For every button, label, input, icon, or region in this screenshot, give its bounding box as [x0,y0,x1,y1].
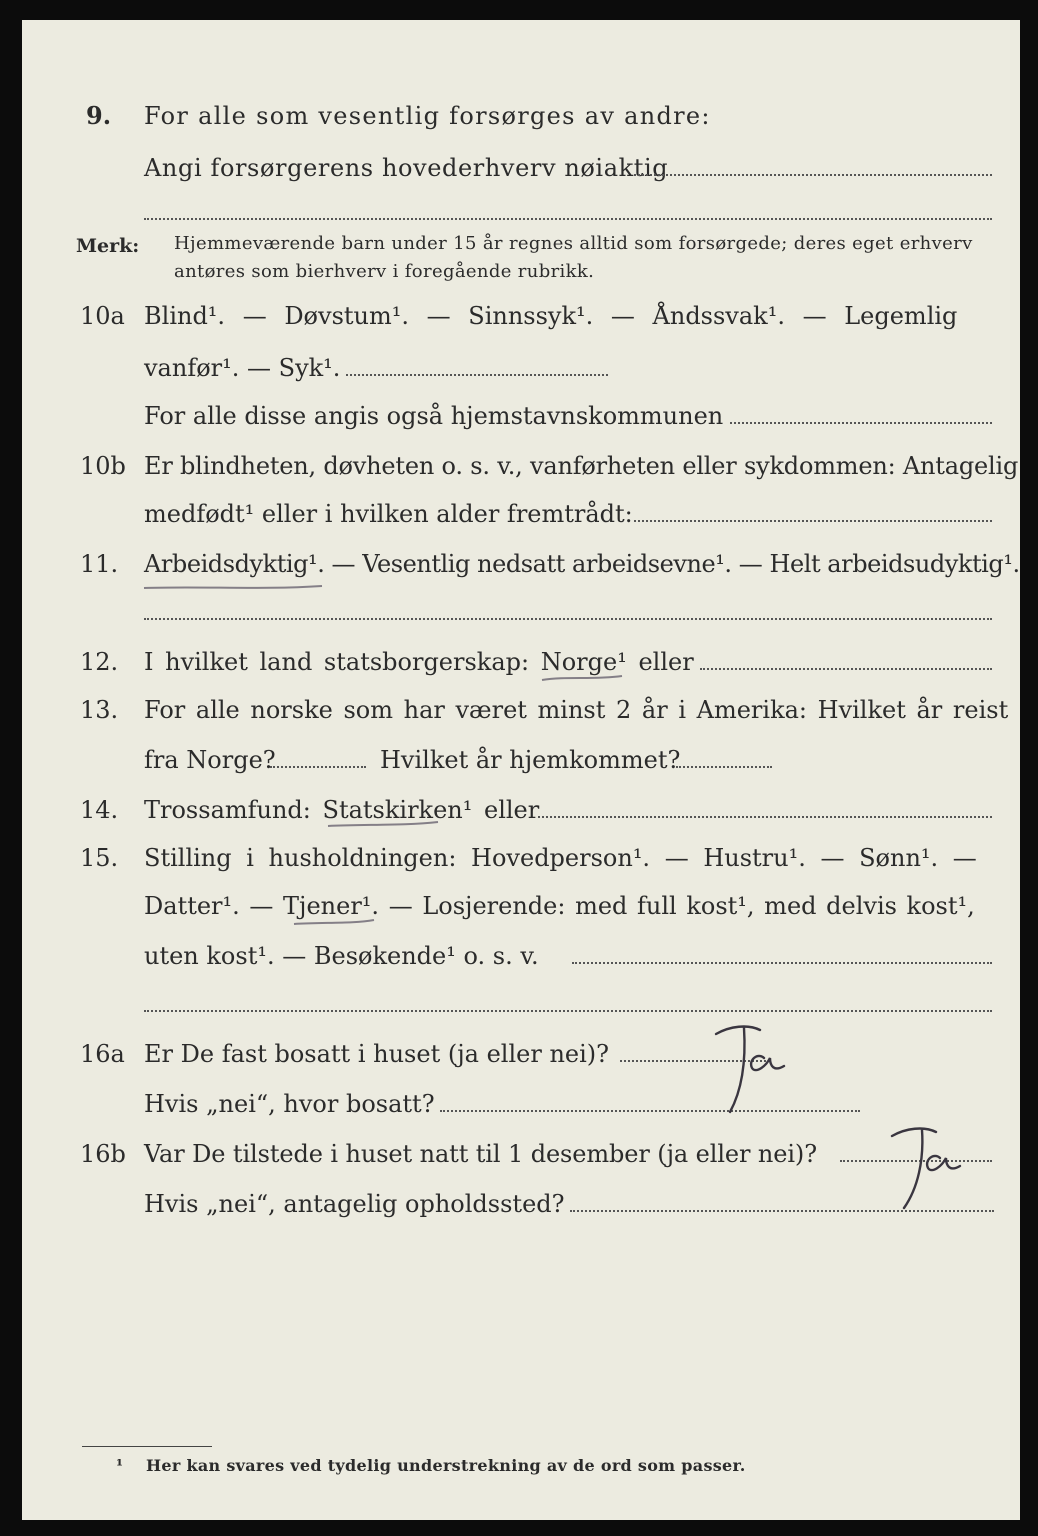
q10a-text-line1: Blind¹. — Døvstum¹. — Sinnssyk¹. — Åndssvak¹. — Legemlig [144,302,958,330]
q16a-text-line1: Er De fast bosatt i huset (ja eller nei)? [144,1040,610,1068]
q13-text-line2a: fra Norge? [144,746,276,774]
q11-number: 11. [80,550,119,578]
q9-number: 9. [86,101,112,130]
q10b-text-line1: Er blindheten, døvheten o. s. v., vanførheten eller sykdommen: Antagelig [144,452,1019,480]
q12-text-line1: I hvilket land statsborgerskap: Norge¹ eller [144,648,694,676]
q10a-text-line2: vanfør¹. — Syk¹. [144,354,341,382]
pencil-underlines [22,20,1020,1520]
q10b-text-line2: medfødt¹ eller i hvilken alder fremtrådt: [144,500,633,528]
q16a-handwritten-answer-graphic [708,1020,838,1130]
q9-text-line2: Angi forsørgerens hovederhverv nøiaktig [144,154,669,182]
q16b-text-line1: Var De tilstede i huset natt til 1 desember (ja eller nei)? [144,1140,817,1168]
q16b-handwritten-answer-svg [882,1116,1012,1226]
footnote-mark: ¹ [116,1456,124,1475]
underline-norge [542,676,622,680]
q12-number: 12. [80,648,119,676]
census-form-page [22,20,1020,1520]
q10a-number: 10a [80,302,125,330]
q13-text-line2b: Hvilket år hjemkommet? [380,746,681,774]
q14-text-line1: Trossamfund: Statskirken¹ eller [144,796,540,824]
underline-tjener [294,920,374,924]
underline-arbeidsdyktig [144,586,322,588]
merk-text-line2: antøres som bierhverv i foregående rubrikk. [174,261,595,282]
q11-text-line1: Arbeidsdyktig¹. — Vesentlig nedsatt arbeidsevne¹. — Helt arbeidsudyktig¹. [144,550,1020,578]
q10a-text-line3: For alle disse angis også hjemstavnskommunen [144,402,724,430]
q16b-text-line2: Hvis „nei“, antagelig opholdssted? [144,1190,565,1218]
q10b-number: 10b [80,452,126,480]
q15-text-line2: Datter¹. — Tjener¹. — Losjerende: med full kost¹, med delvis kost¹, [144,892,975,920]
q9-text-line1: For alle som vesentlig forsørges av andre: [144,102,711,130]
q14-number: 14. [80,796,119,824]
q13-number: 13. [80,696,119,724]
q15-number: 15. [80,844,119,872]
q16b-handwritten-answer-graphic [882,1116,1012,1226]
merk-text-line1: Hjemmeværende barn under 15 år regnes alltid som forsørgede; deres eget erhverv [174,233,973,254]
q15-text-line1: Stilling i husholdningen: Hovedperson¹. — Hustru¹. — Sønn¹. — [144,844,977,872]
footnote-text: Her kan svares ved tydelig understrekning av de ord som passer. [146,1456,746,1475]
merk-label: Merk: [76,235,140,257]
q15-text-line3: uten kost¹. — Besøkende¹ o. s. v. [144,942,539,970]
q13-text-line1: For alle norske som har været minst 2 år i Amerika: Hvilket år reist [144,696,1009,724]
underline-statskirken [328,822,438,826]
q16a-handwritten-answer-svg [708,1020,838,1130]
q16a-number: 16a [80,1040,125,1068]
footnote-rule [82,1446,212,1447]
q16a-text-line2: Hvis „nei“, hvor bosatt? [144,1090,435,1118]
q16b-number: 16b [80,1140,126,1168]
